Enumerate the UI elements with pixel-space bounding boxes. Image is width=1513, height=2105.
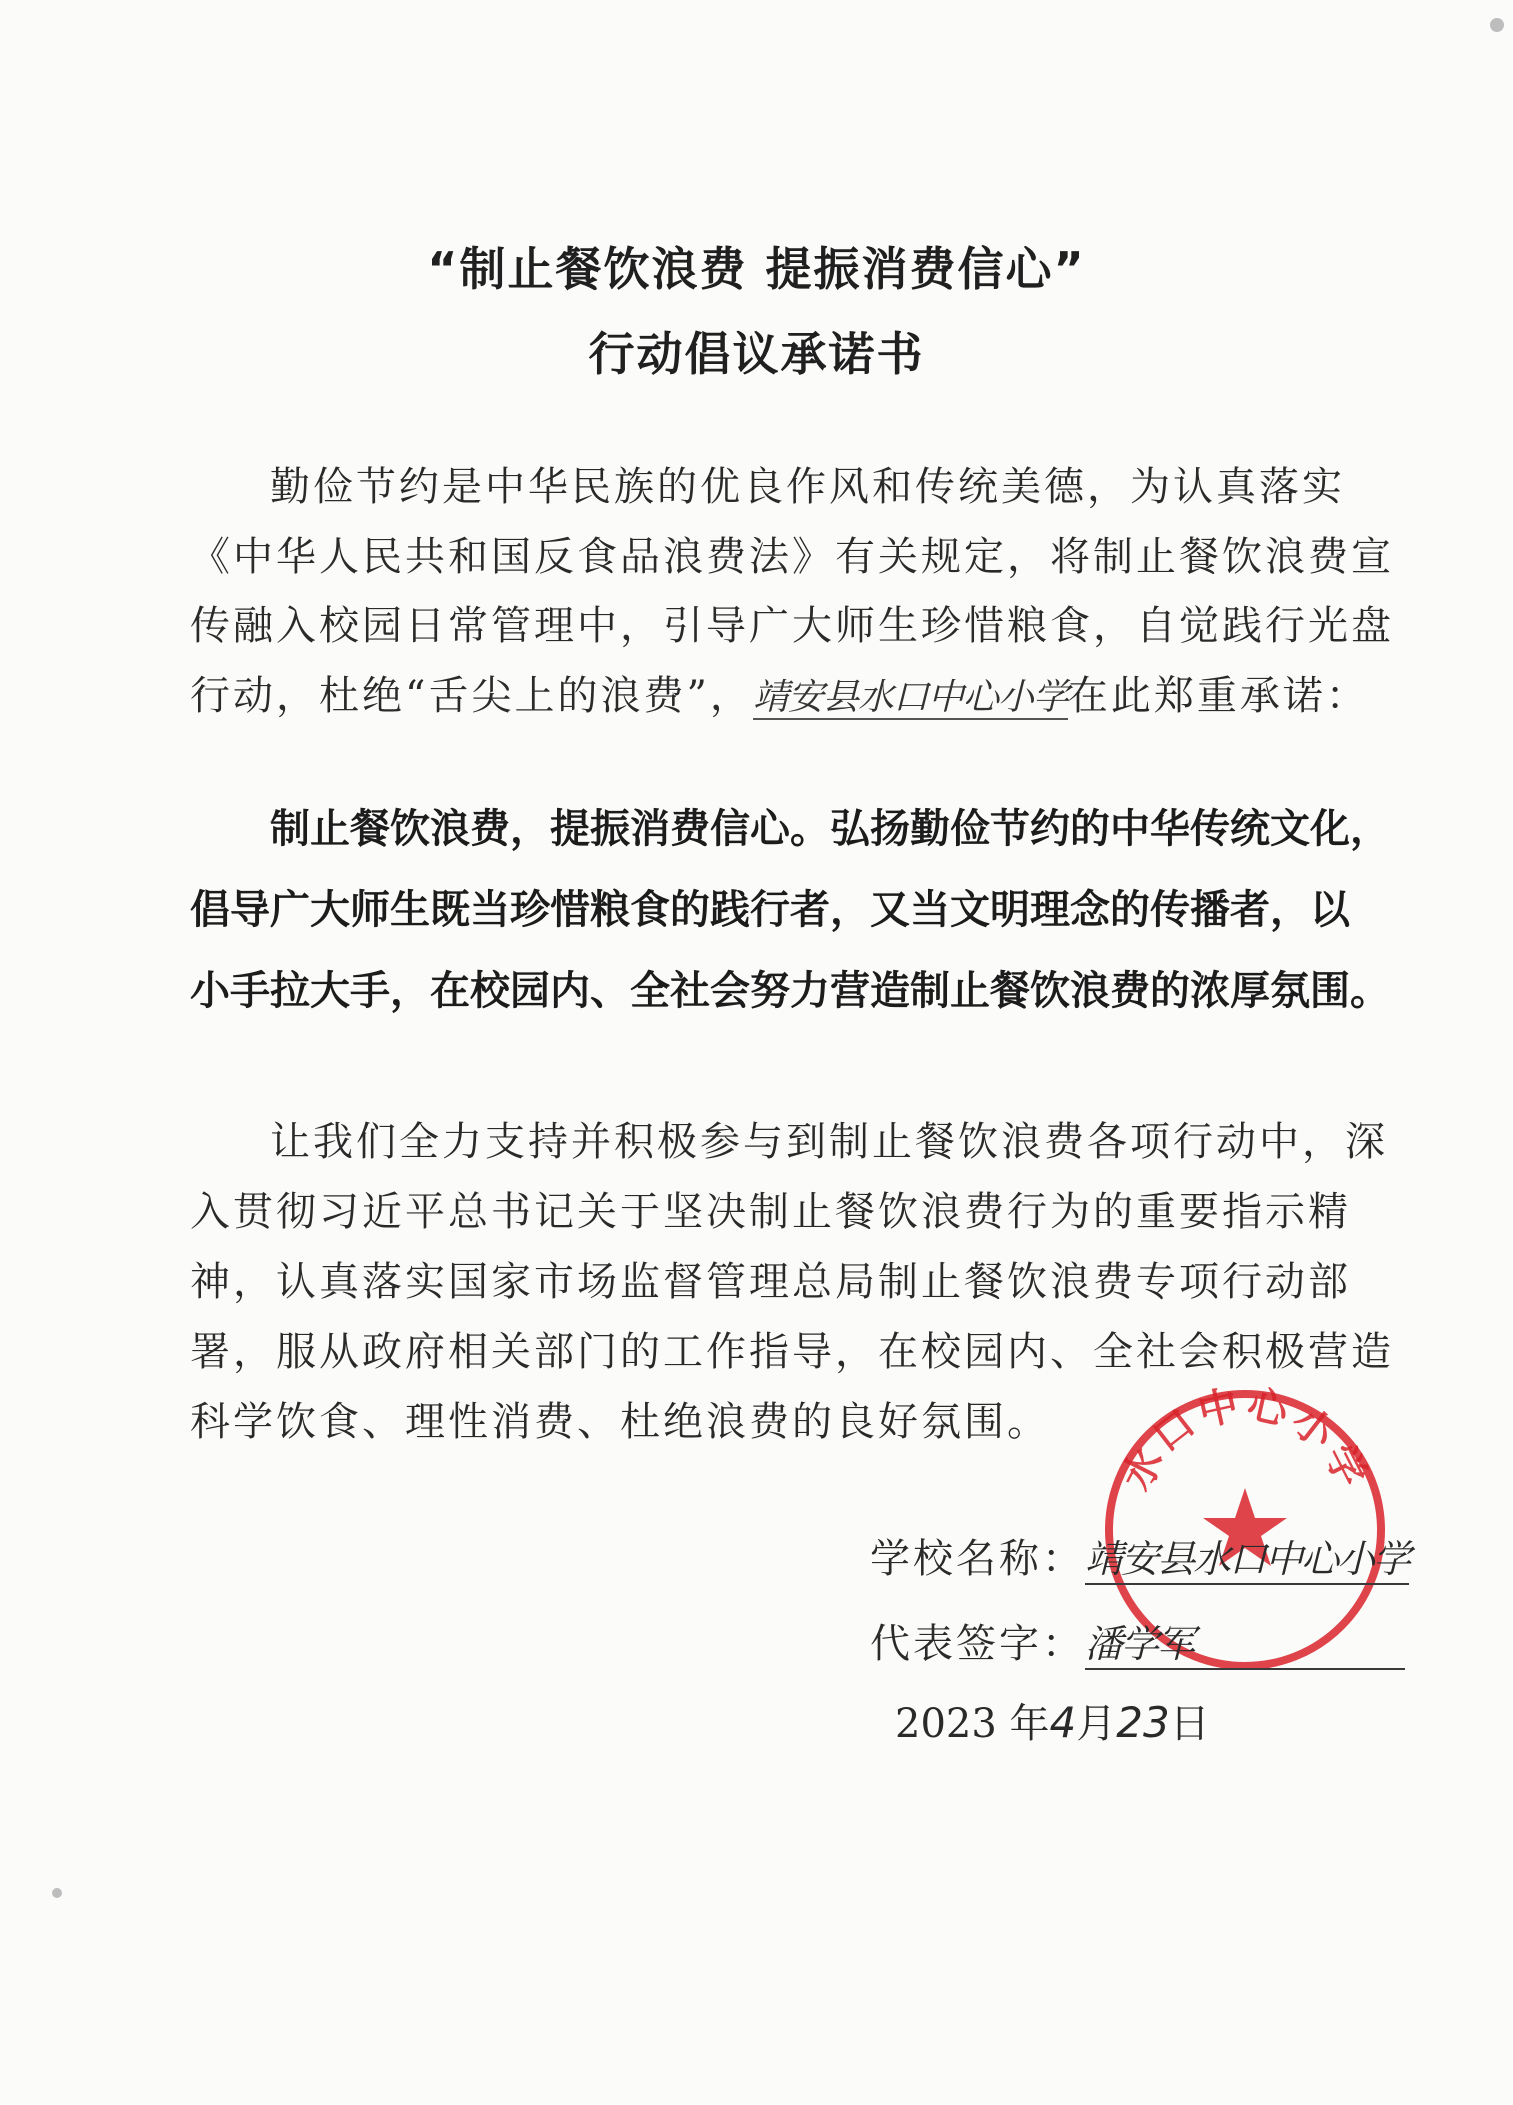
date-month: 4 [1049,1698,1077,1747]
intro-line-4-prefix: 行动，杜绝“舌尖上的浪费”， [190,673,753,719]
representative-label: 代表签字： [870,1621,1085,1667]
scan-speck [52,1888,62,1898]
school-name-value: 靖安县水口中心小学 [1085,1528,1409,1585]
intro-line-1: 勤俭节约是中华民族的优良作风和传统美德，为认真落实 [270,464,1345,510]
title-line-2: 行动倡议承诺书 [588,327,925,381]
date-day-suffix: 日 [1169,1701,1210,1747]
date-month-suffix: 月 [1076,1701,1117,1747]
intro-line-4 [190,664,1369,721]
support-line-3: 神，认真落实国家市场监督管理总局制止餐饮浪费专项行动部 [190,1259,1351,1305]
scan-speck [1490,18,1504,32]
date-row [895,1692,1210,1749]
support-line-2: 入贯彻习近平总书记关于坚决制止餐饮浪费行为的重要指示精 [190,1189,1351,1235]
intro-line-3: 传融入校园日常管理中，引导广大师生珍惜粮食，自觉践行光盘 [190,603,1394,649]
representative-row [870,1612,1405,1670]
pledge-line-1: 制止餐饮浪费，提振消费信心。弘扬勤俭节约的中华传统文化， [270,806,1390,852]
pledge-line-3: 小手拉大手，在校园内、全社会努力营造制止餐饮浪费的浓厚氛围。 [190,968,1390,1014]
school-name-row [870,1527,1409,1585]
seal-text: 水口中心小学 [1113,1381,1377,1498]
title-line-1: “制止餐饮浪费 提振消费信心” [427,242,1086,296]
support-line-1: 让我们全力支持并积极参与到制止餐饮浪费各项行动中，深 [270,1119,1388,1165]
representative-signature: 潘学军 [1085,1613,1405,1670]
support-line-4: 署，服从政府相关部门的工作指导，在校园内、全社会积极营造 [190,1329,1394,1375]
date-year-suffix: 年 [1009,1701,1050,1747]
intro-line-4-suffix: 在此郑重承诺： [1067,673,1369,719]
school-name-label: 学校名称： [870,1536,1085,1582]
svg-text:水口中心小学 [1114,1381,1376,1497]
handwritten-school-name: 靖安县水口中心小学 [752,677,1068,718]
date-day: 23 [1116,1698,1170,1747]
date-year: 2023 [895,1701,997,1747]
intro-line-2: 《中华人民共和国反食品浪费法》有关规定，将制止餐饮浪费宣 [190,534,1394,580]
support-line-5: 科学饮食、理性消费、杜绝浪费的良好氛围。 [190,1399,1050,1445]
pledge-line-2: 倡导广大师生既当珍惜粮食的践行者，又当文明理念的传播者，以 [190,887,1350,933]
